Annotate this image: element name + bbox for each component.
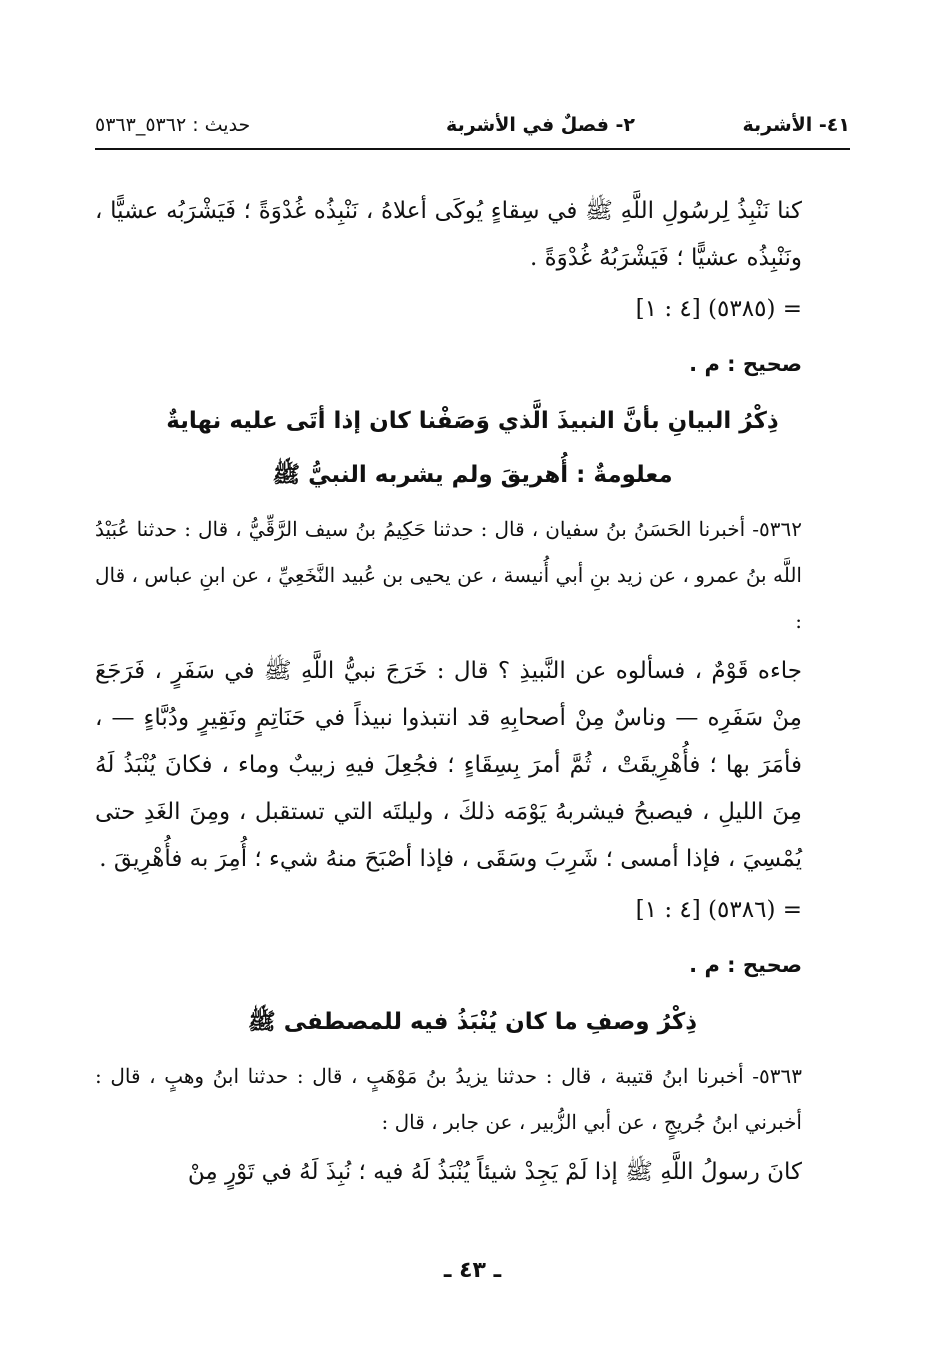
header-section-title: ٢- فصلٌ في الأشربة [446,114,635,136]
grade-1: صحيح : م . [689,352,802,376]
page-number: ـ ٤٣ ـ [443,1258,502,1283]
hadith-text-5361-end: كنا نَنْبِذُ لِرسُولِ اللَّهِ ﷺ في سِقاءٍ يُوكَى أعلاهُ ، نَنْبِذُه غُدْوَةً ؛ فَيَشْرَبُه عشيًّا ، ونَنْبِذُه عشيًّا ؛ فَيَشْرَبُهُ غُدْوَةً . [95,198,802,271]
isnad-5363: ٥٣٦٣- أخبرنا ابنُ قتيبة ، قال : حدثنا يزيدُ بنُ مَوْهَبٍ ، قال : حدثنا ابنُ وهبٍ ، قال : أخبرني ابنُ جُريجٍ ، عن أبي الزُّبير ، عن جابر ، قال : [95,1064,802,1134]
grade-2: صحيح : م . [689,953,802,977]
matn-5362: جاءه قَوْمٌ ، فسألوه عن النَّبيذِ ؟ قال : خَرَجَ نبيُّ اللَّهِ ﷺ في سَفَرٍ ، فَرَجَعَ مِنْ سَفَرِه — وناسٌ مِنْ أصحابِهِ قد انتبذوا نبيذاً في حَنَاتِمٍ ونَقِيرٍ ودُبَّاءٍ — ، فأمَرَ بها ؛ فأُهْرِيقَتْ ، ثُمَّ أمرَ بِسِقَاءٍ ؛ فجُعِلَ فيهِ زبيبٌ وماء ، فكانَ يُنْبَذُ لَهُ مِنَ الليلِ ، فيصبحُ فيشربهُ يَوْمَه ذلكَ ، وليلتَه التي تستقبل ، ومِنَ الغَدِ حتى يُمْسِيَ ، فإذا أمسى ؛ شَرِبَ وسَقَى ، فإذا أصْبَحَ منهُ شيء ؛ أُمِرَ به فأُهْرِيقَ . [95,658,802,872]
header-hadith-range: حديث : ٥٣٦٢_٥٣٦٣ [95,114,251,136]
matn-5363: كانَ رسولُ اللَّهِ ﷺ إذا لَمْ يَجِدْ شيئاً يُنْبَذُ لَهُ فيه ؛ نُبِذَ لَهُ في تَوْرٍ مِنْ [187,1159,802,1185]
cross-reference-1: = (٥٣٨٥) [٤ : ١] [635,296,802,322]
running-header [95,108,850,150]
page-body [95,188,850,1196]
chapter-heading-1-line-1: ذِكْرُ البيانِ بأنَّ النبيذَ الَّذي وَصَفْنا كان إذا أتَى عليه نهايةٌ [166,408,779,434]
header-book-title: ٤١- الأشربة [742,114,850,136]
isnad-5362: ٥٣٦٢- أخبرنا الحَسَنُ بنُ سفيان ، قال : حدثنا حَكِيمُ بنُ سيف الرَّقِّيُّ ، قال : حدثنا عُبَيْدُ اللَّه بنُ عمرو ، عن زيد بنِ أبي أُنيسة ، عن يحيى بن عُبيد النَّخَعِيِّ ، عن ابنِ عباس ، قال : [95,517,802,633]
cross-reference-2: = (٥٣٨٦) [٤ : ١] [635,897,802,923]
chapter-heading-1-line-2: معلومةٌ : أُهريقَ ولم يشربه النبيُّ ﷺ [272,462,673,488]
chapter-heading-2: ذِكْرُ وصفِ ما كان يُنْبَذُ فيه للمصطفى ﷺ [247,1009,698,1035]
